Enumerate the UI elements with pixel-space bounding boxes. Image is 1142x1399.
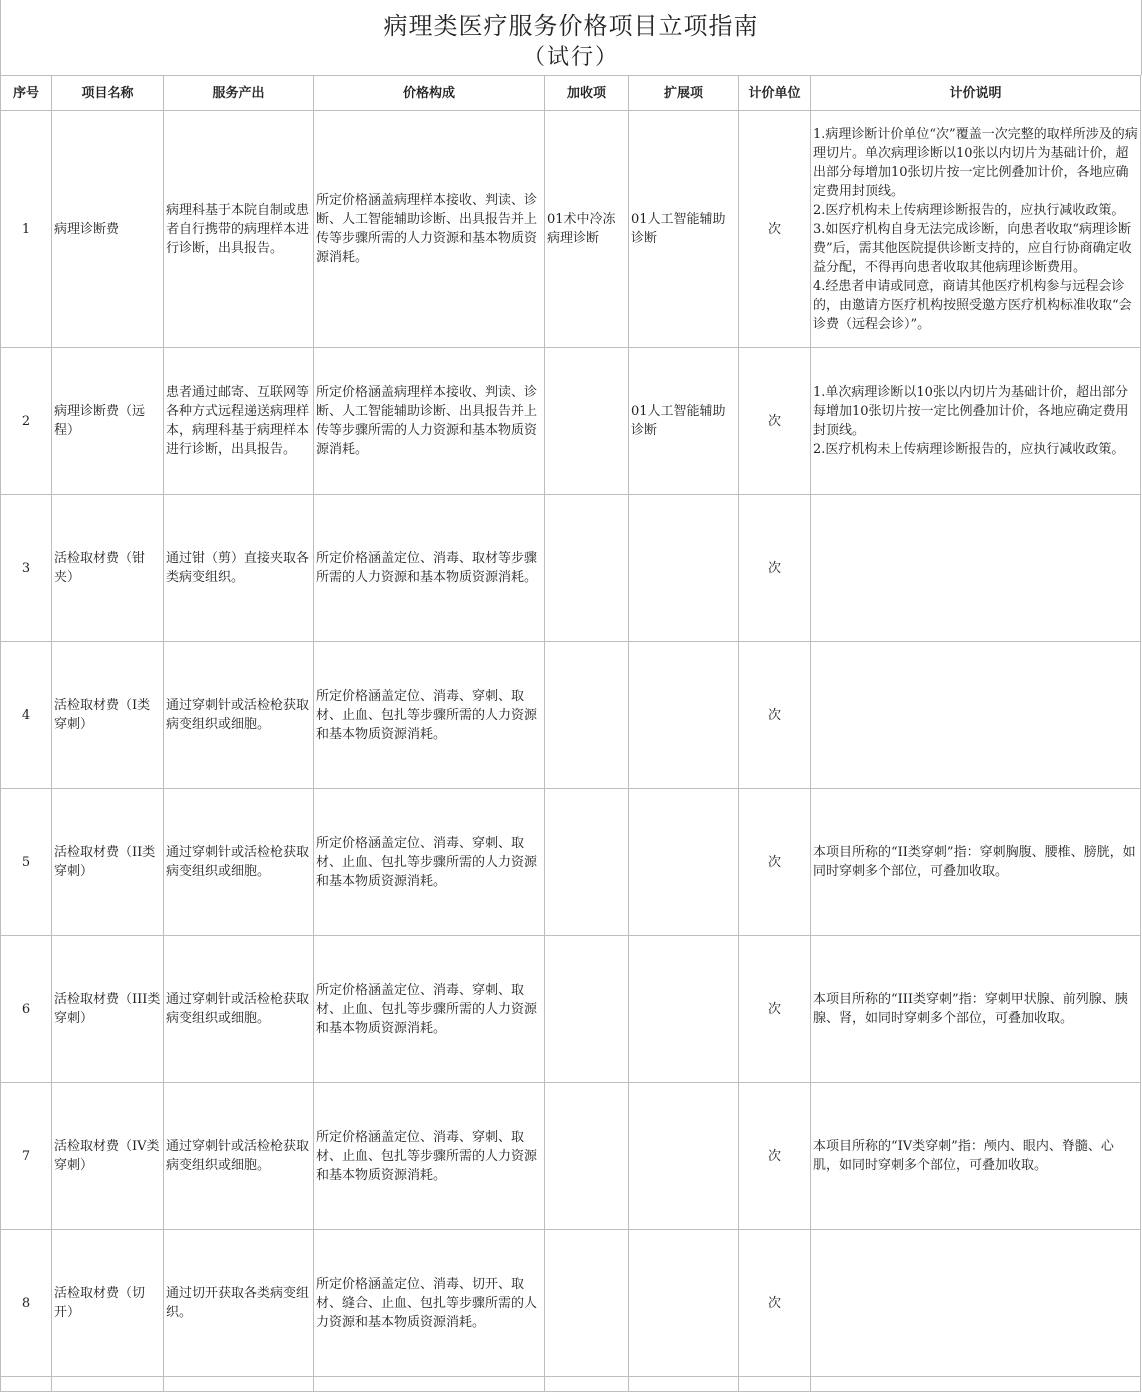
table-row-partial — [1, 1377, 1141, 1392]
cell-no: 1 — [1, 111, 52, 348]
cell-note: 本项目所称的“IV类穿刺”指：颅内、眼内、脊髓、心肌，如同时穿刺多个部位，可叠加收取。 — [811, 1083, 1141, 1230]
cell-note: 本项目所称的“II类穿刺”指：穿刺胸腹、腰椎、膀胱，如同时穿刺多个部位，可叠加收取。 — [811, 789, 1141, 936]
cell-name: 活检取材费（I类穿刺） — [52, 642, 164, 789]
price-table — [0, 75, 1141, 1392]
cell-composition: 所定价格涵盖定位、消毒、取材等步骤所需的人力资源和基本物质资源消耗。 — [314, 495, 545, 642]
cell-note — [811, 1230, 1141, 1377]
cell-composition: 所定价格涵盖病理样本接收、判读、诊断、人工智能辅助诊断、出具报告并上传等步骤所需的人力资源和基本物质资源消耗。 — [314, 111, 545, 348]
cell-output: 通过切开获取各类病变组织。 — [164, 1230, 314, 1377]
table-row — [1, 642, 1141, 789]
cell-surcharge — [545, 642, 629, 789]
cell-surcharge — [545, 1230, 629, 1377]
table-row — [1, 348, 1141, 495]
cell-extension: 01人工智能辅助诊断 — [629, 111, 739, 348]
cell-extension — [629, 1083, 739, 1230]
cell-extension — [629, 936, 739, 1083]
cell-output: 通过穿刺针或活检枪获取病变组织或细胞。 — [164, 936, 314, 1083]
cell-name: 活检取材费（II类穿刺） — [52, 789, 164, 936]
table-row — [1, 1230, 1141, 1377]
cell-note: 1.单次病理诊断以10张以内切片为基础计价，超出部分每增加10张切片按一定比例叠加计价，各地应确定费用封顶线。 2.医疗机构未上传病理诊断报告的，应执行减收政策。 — [811, 348, 1141, 495]
cell-extension — [629, 495, 739, 642]
cell-note — [811, 495, 1141, 642]
cell-composition: 所定价格涵盖病理样本接收、判读、诊断、人工智能辅助诊断、出具报告并上传等步骤所需的人力资源和基本物质资源消耗。 — [314, 348, 545, 495]
cell-output: 通过穿刺针或活检枪获取病变组织或细胞。 — [164, 1083, 314, 1230]
header-surcharge: 加收项 — [545, 76, 629, 111]
cell-unit: 次 — [739, 936, 811, 1083]
cell-unit: 次 — [739, 789, 811, 936]
cell-extension — [629, 642, 739, 789]
empty-cell — [629, 1377, 739, 1392]
table-row — [1, 1083, 1141, 1230]
table-row — [1, 111, 1141, 348]
cell-composition: 所定价格涵盖定位、消毒、穿刺、取材、止血、包扎等步骤所需的人力资源和基本物质资源消耗。 — [314, 789, 545, 936]
empty-cell — [52, 1377, 164, 1392]
header-no: 序号 — [1, 76, 52, 111]
cell-output: 通过钳（剪）直接夹取各类病变组织。 — [164, 495, 314, 642]
cell-name: 活检取材费（切开） — [52, 1230, 164, 1377]
cell-unit: 次 — [739, 642, 811, 789]
header-extension: 扩展项 — [629, 76, 739, 111]
cell-composition: 所定价格涵盖定位、消毒、穿刺、取材、止血、包扎等步骤所需的人力资源和基本物质资源消耗。 — [314, 936, 545, 1083]
empty-cell — [811, 1377, 1141, 1392]
cell-note: 本项目所称的“III类穿刺”指：穿刺甲状腺、前列腺、胰腺、肾，如同时穿刺多个部位，可叠加收取。 — [811, 936, 1141, 1083]
cell-surcharge — [545, 495, 629, 642]
cell-unit: 次 — [739, 1230, 811, 1377]
cell-no: 2 — [1, 348, 52, 495]
cell-surcharge — [545, 1083, 629, 1230]
cell-name: 病理诊断费（远程） — [52, 348, 164, 495]
cell-surcharge — [545, 348, 629, 495]
cell-no: 7 — [1, 1083, 52, 1230]
title-block — [0, 0, 1142, 75]
header-output: 服务产出 — [164, 76, 314, 111]
cell-name: 病理诊断费 — [52, 111, 164, 348]
cell-surcharge — [545, 936, 629, 1083]
cell-name: 活检取材费（钳夹） — [52, 495, 164, 642]
empty-cell — [739, 1377, 811, 1392]
table-row — [1, 495, 1141, 642]
cell-unit: 次 — [739, 348, 811, 495]
header-unit: 计价单位 — [739, 76, 811, 111]
cell-composition: 所定价格涵盖定位、消毒、穿刺、取材、止血、包扎等步骤所需的人力资源和基本物质资源消耗。 — [314, 642, 545, 789]
empty-cell — [164, 1377, 314, 1392]
cell-surcharge: 01术中冷冻病理诊断 — [545, 111, 629, 348]
cell-output: 通过穿刺针或活检枪获取病变组织或细胞。 — [164, 642, 314, 789]
empty-cell — [314, 1377, 545, 1392]
cell-composition: 所定价格涵盖定位、消毒、切开、取材、缝合、止血、包扎等步骤所需的人力资源和基本物质资源消耗。 — [314, 1230, 545, 1377]
cell-output: 病理科基于本院自制或患者自行携带的病理样本进行诊断，出具报告。 — [164, 111, 314, 348]
cell-unit: 次 — [739, 1083, 811, 1230]
empty-cell — [545, 1377, 629, 1392]
cell-output: 患者通过邮寄、互联网等各种方式远程递送病理样本，病理科基于病理样本进行诊断，出具报告。 — [164, 348, 314, 495]
table-row — [1, 936, 1141, 1083]
table-row — [1, 789, 1141, 936]
cell-surcharge — [545, 789, 629, 936]
cell-no: 3 — [1, 495, 52, 642]
cell-no: 4 — [1, 642, 52, 789]
cell-unit: 次 — [739, 495, 811, 642]
cell-name: 活检取材费（IV类穿刺） — [52, 1083, 164, 1230]
cell-extension: 01人工智能辅助诊断 — [629, 348, 739, 495]
document-subtitle: （试行） — [522, 45, 619, 70]
cell-note — [811, 642, 1141, 789]
header-row — [1, 76, 1141, 111]
cell-no: 5 — [1, 789, 52, 936]
cell-extension — [629, 789, 739, 936]
cell-output: 通过穿刺针或活检枪获取病变组织或细胞。 — [164, 789, 314, 936]
cell-name: 活检取材费（III类穿刺） — [52, 936, 164, 1083]
header-name: 项目名称 — [52, 76, 164, 111]
empty-cell — [1, 1377, 52, 1392]
cell-no: 6 — [1, 936, 52, 1083]
document-title: 病理类医疗服务价格项目立项指南 — [383, 12, 759, 40]
header-composition: 价格构成 — [314, 76, 545, 111]
cell-unit: 次 — [739, 111, 811, 348]
cell-no: 8 — [1, 1230, 52, 1377]
cell-extension — [629, 1230, 739, 1377]
header-note: 计价说明 — [811, 76, 1141, 111]
cell-note: 1.病理诊断计价单位“次”覆盖一次完整的取样所涉及的病理切片。单次病理诊断以10张以内切片为基础计价，超出部分每增加10张切片按一定比例叠加计价，各地应确定费用封顶线。 2.医疗机构未上传病理诊断报告的，应执行减收政策。 3.如医疗机构自身无法完成诊断，向患者收取“病理诊断费”后，需其他医院提供诊断支持的，应自行协商确定收益分配，不得再向患者收取其他病理诊断费用。 4.经患者申请或同意，商请其他医疗机构参与远程会诊的，由邀请方医疗机构按照受邀方医疗机构标准收取“会诊费（远程会诊）”。 — [811, 111, 1141, 348]
cell-composition: 所定价格涵盖定位、消毒、穿刺、取材、止血、包扎等步骤所需的人力资源和基本物质资源消耗。 — [314, 1083, 545, 1230]
